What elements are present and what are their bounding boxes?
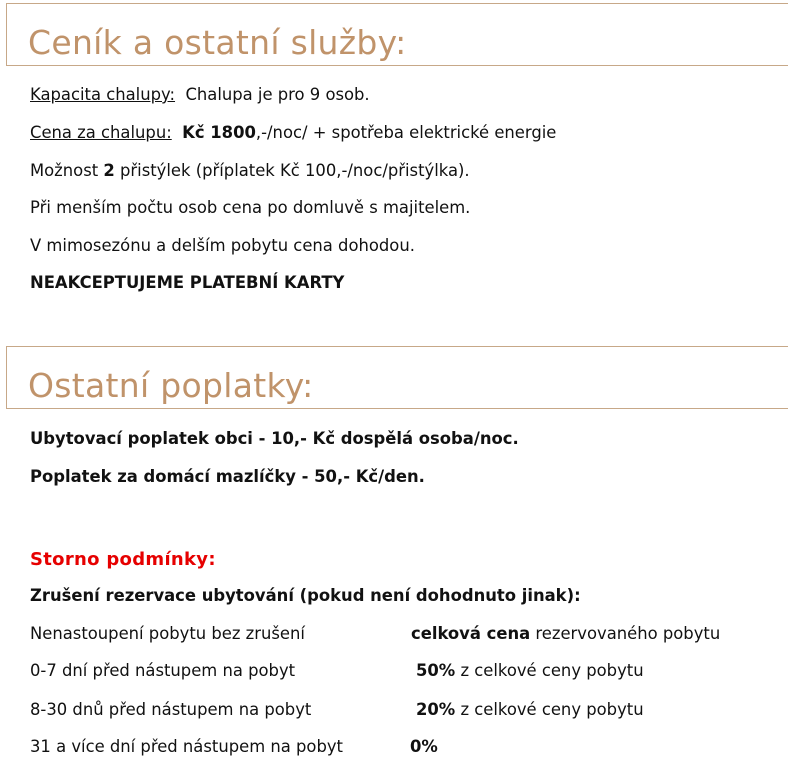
extra-beds-count: 2 bbox=[103, 161, 115, 180]
no-cards-notice: NEAKCEPTUJEME PLATEBNÍ KARTY bbox=[30, 273, 345, 292]
storno-condition: Nenastoupení pobytu bez zrušení bbox=[30, 624, 305, 643]
price-label: Cena za chalupu: bbox=[30, 123, 172, 142]
storno-subheading: Zrušení rezervace ubytování (pokud není dohodnuto jinak): bbox=[30, 586, 581, 605]
storno-condition: 0-7 dní před nástupem na pobyt bbox=[30, 661, 296, 680]
storno-row bbox=[30, 700, 644, 720]
storno-row bbox=[30, 624, 721, 644]
extra-beds-pre: Možnost bbox=[30, 161, 104, 180]
storno-condition: 8-30 dnů před nástupem na pobyt bbox=[30, 700, 312, 719]
pricing-section-title: Ceník a ostatní služby: bbox=[28, 23, 407, 62]
storno-row bbox=[30, 737, 438, 757]
storno-value-rest: z celkové ceny pobytu bbox=[455, 700, 644, 719]
storno-value-bold: 20% bbox=[416, 700, 456, 719]
fewer-people-line: Při menším počtu osob cena po domluvě s majitelem. bbox=[30, 198, 471, 217]
tourist-fee-line: Ubytovací poplatek obci - 10,- Kč dospělá osoba/noc. bbox=[30, 429, 519, 448]
storno-value-bold: 0% bbox=[410, 737, 438, 756]
storno-value-bold: celková cena bbox=[411, 624, 531, 643]
price-rest: ,-/noc/ + spotřeba elektrické energie bbox=[255, 123, 557, 142]
price-line bbox=[30, 123, 556, 143]
capacity-text: Chalupa je pro 9 osob. bbox=[185, 85, 370, 104]
fees-section-title: Ostatní poplatky: bbox=[28, 366, 314, 405]
extra-beds-post: přistýlek (příplatek Kč 100,-/noc/přistýlka). bbox=[114, 161, 470, 180]
off-season-line: V mimosezónu a delším pobytu cena dohodou. bbox=[30, 236, 415, 255]
storno-condition: 31 a více dní před nástupem na pobyt bbox=[30, 737, 343, 756]
storno-row bbox=[30, 661, 644, 681]
capacity-line bbox=[30, 85, 370, 105]
storno-value-rest: z celkové ceny pobytu bbox=[455, 661, 644, 680]
pet-fee-line: Poplatek za domácí mazlíčky - 50,- Kč/den. bbox=[30, 467, 425, 486]
storno-value-rest: rezervovaného pobytu bbox=[530, 624, 721, 643]
fees-section-header bbox=[6, 346, 788, 409]
storno-value bbox=[410, 737, 438, 757]
storno-heading: Storno podmínky: bbox=[30, 549, 216, 570]
storno-value-bold: 50% bbox=[416, 661, 456, 680]
storno-value bbox=[416, 661, 644, 681]
capacity-label: Kapacita chalupy: bbox=[30, 85, 176, 104]
storno-value bbox=[411, 624, 720, 644]
storno-value bbox=[416, 700, 644, 720]
extra-beds-line bbox=[30, 161, 470, 181]
price-value: Kč 1800 bbox=[182, 123, 256, 142]
pricing-section-header bbox=[6, 3, 788, 66]
